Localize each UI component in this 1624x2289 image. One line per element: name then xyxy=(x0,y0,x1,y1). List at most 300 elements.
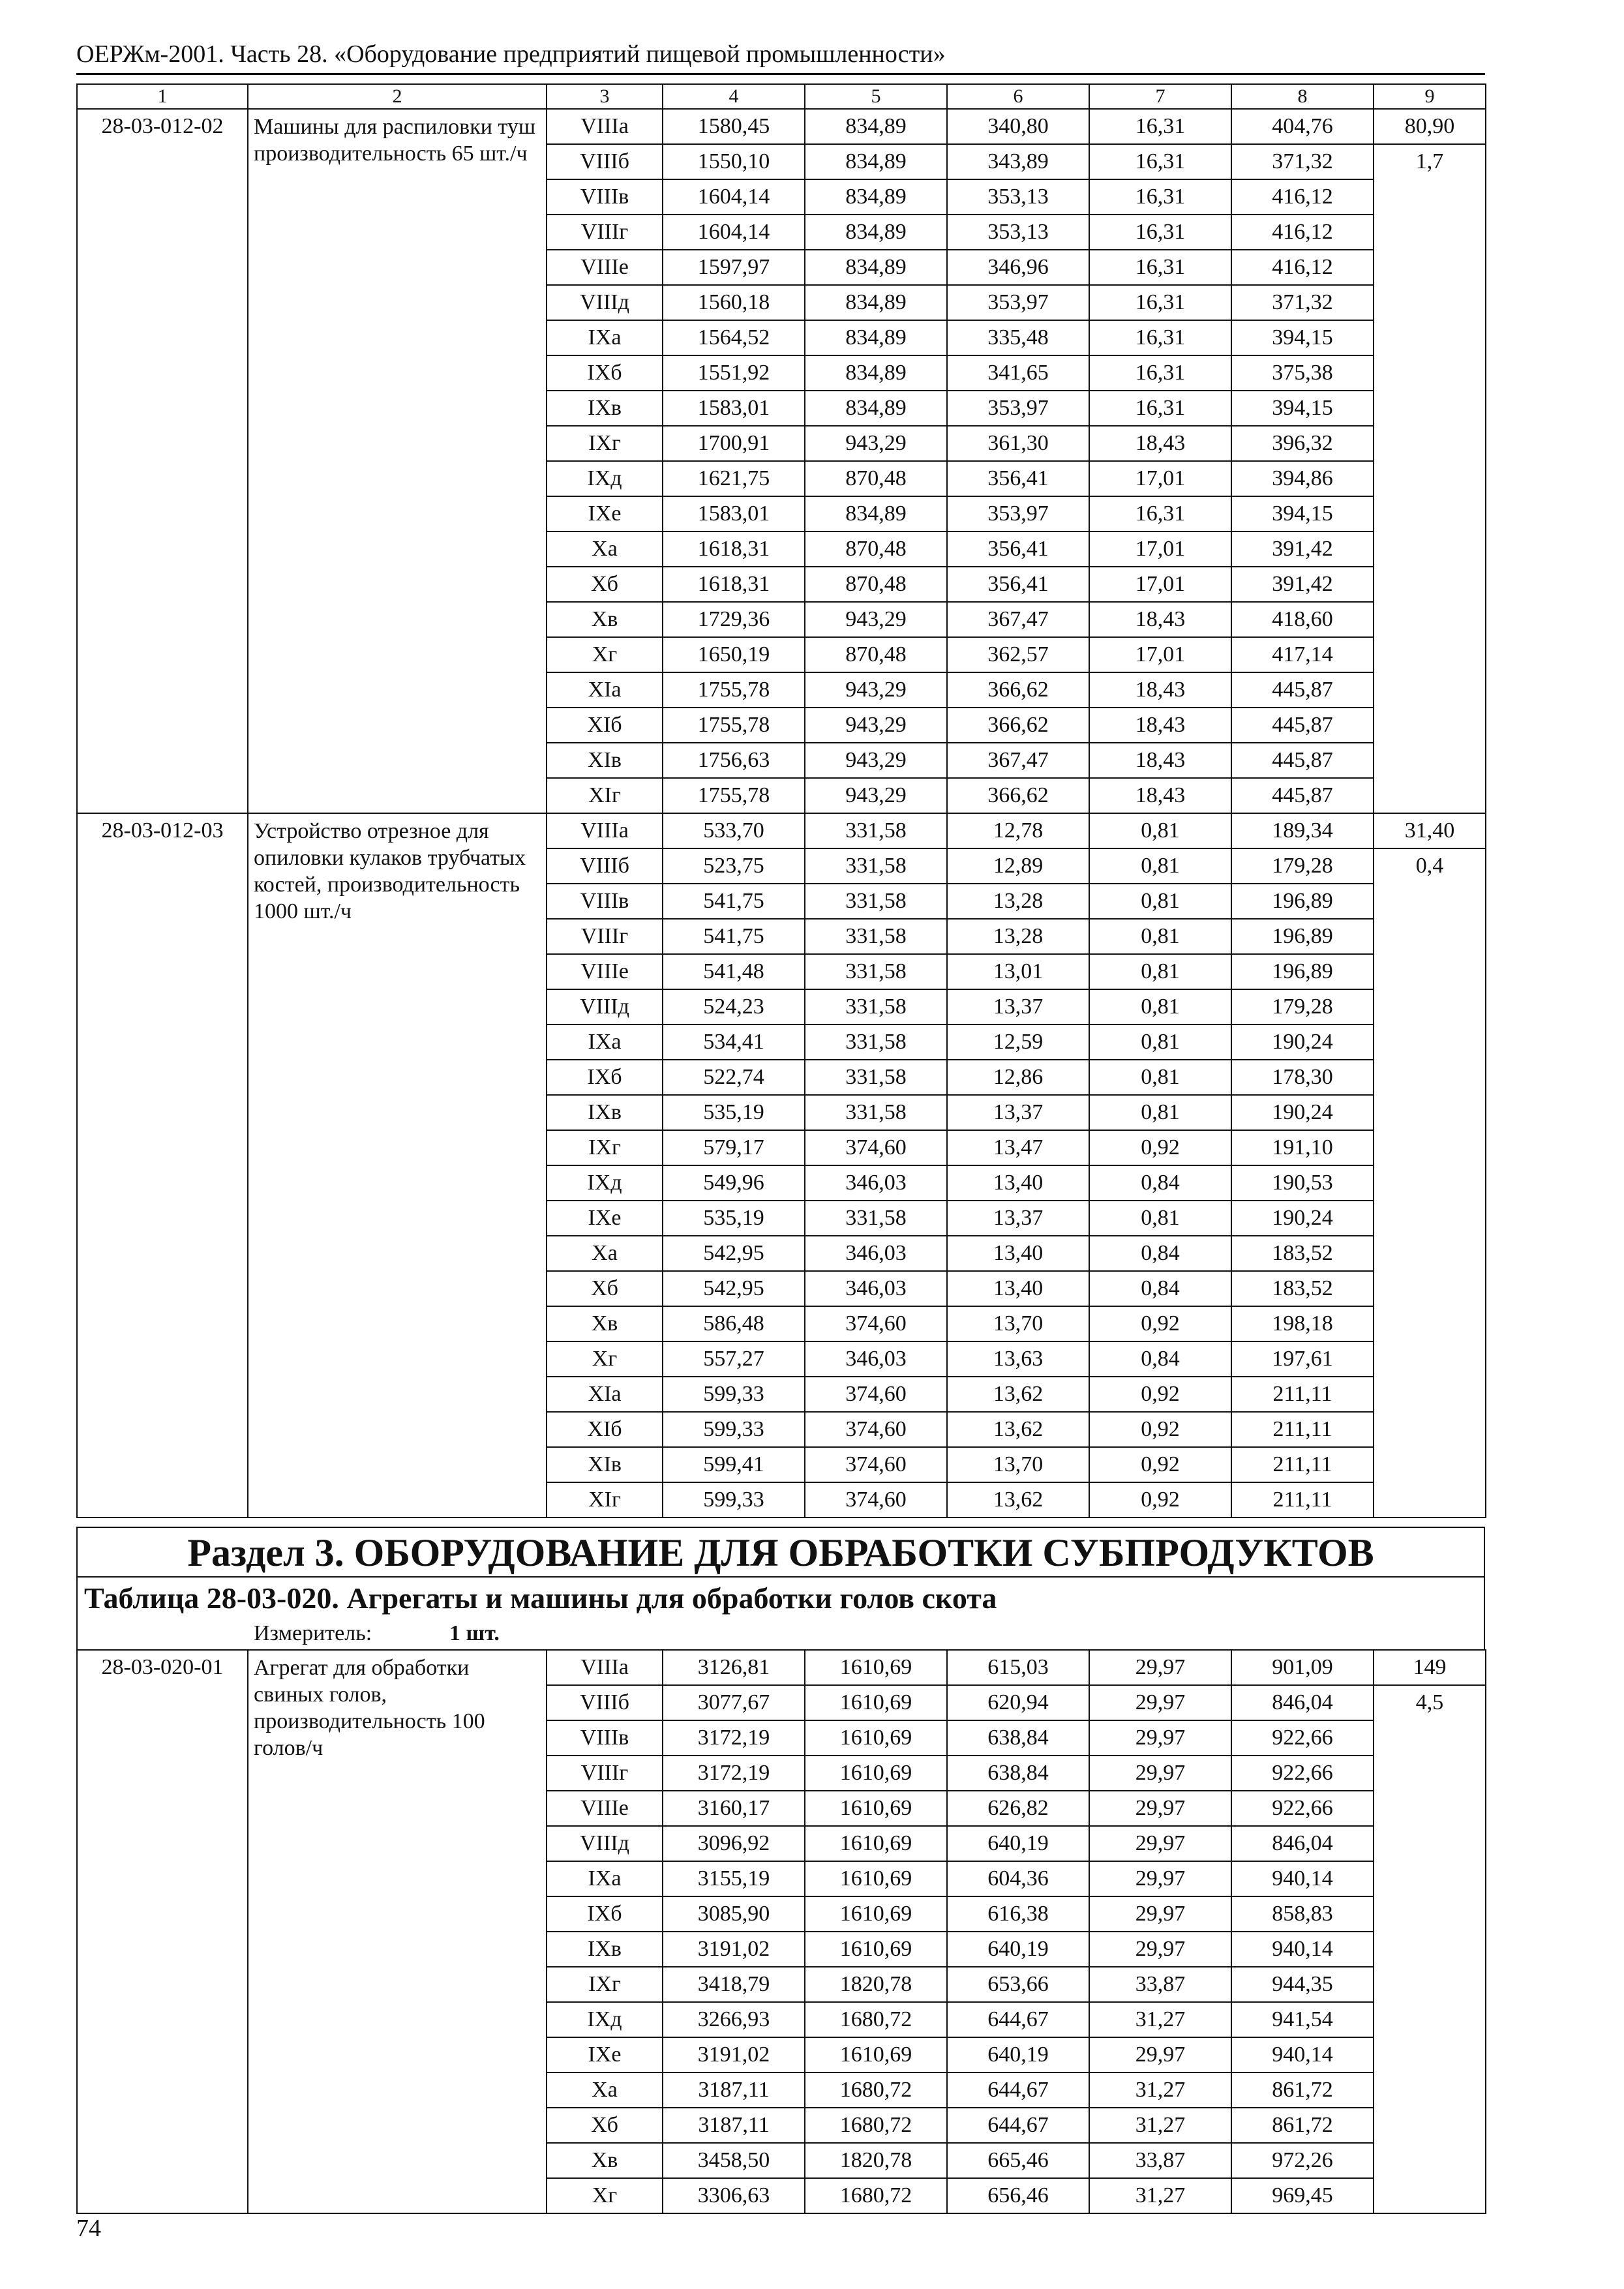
value-cell: 1820,78 xyxy=(805,2143,947,2178)
value-cell: 944,35 xyxy=(1231,1967,1374,2002)
region-cell: VIIIд xyxy=(547,285,663,320)
value-cell: 861,72 xyxy=(1231,2108,1374,2143)
value-cell: 18,43 xyxy=(1089,778,1231,813)
region-cell: IXг xyxy=(547,1967,663,2002)
value-cell: 211,11 xyxy=(1231,1482,1374,1518)
value-cell: 196,89 xyxy=(1231,919,1374,954)
value-cell: 353,97 xyxy=(947,496,1089,531)
value-cell: 943,29 xyxy=(805,672,947,708)
value-cell: 834,89 xyxy=(805,391,947,426)
column-number: 5 xyxy=(805,84,947,109)
value-cell: 1597,97 xyxy=(663,250,805,285)
value-cell: 1680,72 xyxy=(805,2178,947,2213)
value-cell: 29,97 xyxy=(1089,1791,1231,1826)
value-cell: 0,84 xyxy=(1089,1165,1231,1201)
page-number: 74 xyxy=(76,2215,101,2242)
value-cell: 211,11 xyxy=(1231,1412,1374,1447)
value-cell: 638,84 xyxy=(947,1720,1089,1756)
value-cell: 178,30 xyxy=(1231,1060,1374,1095)
value-cell: 0,81 xyxy=(1089,848,1231,884)
table-row xyxy=(77,813,1486,848)
value-cell: 16,31 xyxy=(1089,144,1231,179)
value-cell: 1610,69 xyxy=(805,1791,947,1826)
value-cell: 16,31 xyxy=(1089,250,1231,285)
value-cell: 18,43 xyxy=(1089,602,1231,637)
value-cell: 943,29 xyxy=(805,743,947,778)
value-cell: 1618,31 xyxy=(663,531,805,567)
value-cell: 640,19 xyxy=(947,2037,1089,2072)
value-cell: 29,97 xyxy=(1089,2037,1231,2072)
value-cell: 1618,31 xyxy=(663,567,805,602)
value-cell: 190,53 xyxy=(1231,1165,1374,1201)
value-cell: 1680,72 xyxy=(805,2108,947,2143)
value-cell: 665,46 xyxy=(947,2143,1089,2178)
rate-code: 28-03-012-02 xyxy=(77,109,248,813)
value-cell: 644,67 xyxy=(947,2002,1089,2037)
value-cell: 190,24 xyxy=(1231,1025,1374,1060)
column-number: 2 xyxy=(248,84,547,109)
value-cell: 1564,52 xyxy=(663,320,805,355)
value-cell: 3096,92 xyxy=(663,1826,805,1861)
region-cell: Xв xyxy=(547,2143,663,2178)
value-cell: 1755,78 xyxy=(663,778,805,813)
value-cell: 1729,36 xyxy=(663,602,805,637)
value-cell: 0,84 xyxy=(1089,1341,1231,1377)
rates-table-upper xyxy=(76,83,1486,1518)
value-cell: 418,60 xyxy=(1231,602,1374,637)
value-cell: 0,84 xyxy=(1089,1271,1231,1306)
value-cell: 586,48 xyxy=(663,1306,805,1341)
value-cell: 1650,19 xyxy=(663,637,805,672)
value-cell: 211,11 xyxy=(1231,1447,1374,1482)
value-cell: 616,38 xyxy=(947,1896,1089,1932)
running-header: ОЕРЖм-2001. Часть 28. «Оборудование предприятий пищевой промышленности» xyxy=(76,40,946,68)
value-cell: 29,97 xyxy=(1089,1861,1231,1896)
value-cell: 523,75 xyxy=(663,848,805,884)
value-cell: 0,92 xyxy=(1089,1130,1231,1165)
value-cell: 16,31 xyxy=(1089,215,1231,250)
rate-code: 28-03-020-01 xyxy=(77,1650,248,2213)
value-cell: 579,17 xyxy=(663,1130,805,1165)
region-cell: IXа xyxy=(547,320,663,355)
rates-table-lower xyxy=(76,1649,1486,2214)
value-cell: 12,59 xyxy=(947,1025,1089,1060)
value-cell: 16,31 xyxy=(1089,179,1231,215)
value-cell: 366,62 xyxy=(947,708,1089,743)
value-cell: 644,67 xyxy=(947,2072,1089,2108)
region-cell: Xв xyxy=(547,1306,663,1341)
value-cell: 29,97 xyxy=(1089,1650,1231,1685)
value-cell: 604,36 xyxy=(947,1861,1089,1896)
value-cell: 346,03 xyxy=(805,1271,947,1306)
value-cell: 179,28 xyxy=(1231,989,1374,1025)
region-cell: IXв xyxy=(547,391,663,426)
value-cell: 17,01 xyxy=(1089,461,1231,496)
column-number: 4 xyxy=(663,84,805,109)
value-cell: 599,33 xyxy=(663,1377,805,1412)
value-cell: 31,27 xyxy=(1089,2072,1231,2108)
value-cell: 1604,14 xyxy=(663,215,805,250)
value-cell: 396,32 xyxy=(1231,426,1374,461)
equipment-name: Агрегат для обработки свиных голов, производительность 100 голов/ч xyxy=(248,1650,547,2213)
value-cell: 1610,69 xyxy=(805,1896,947,1932)
value-cell: 0,81 xyxy=(1089,919,1231,954)
value-cell: 834,89 xyxy=(805,320,947,355)
column-number: 7 xyxy=(1089,84,1231,109)
value-cell: 0,92 xyxy=(1089,1412,1231,1447)
region-cell: IXв xyxy=(547,1932,663,1967)
region-cell: IXг xyxy=(547,1130,663,1165)
value-cell: 366,62 xyxy=(947,778,1089,813)
value-cell: 0,81 xyxy=(1089,1201,1231,1236)
value-cell: 922,66 xyxy=(1231,1756,1374,1791)
value-cell: 445,87 xyxy=(1231,708,1374,743)
value-cell: 445,87 xyxy=(1231,743,1374,778)
region-cell: IXд xyxy=(547,461,663,496)
region-cell: VIIIг xyxy=(547,1756,663,1791)
value-cell: 3085,90 xyxy=(663,1896,805,1932)
region-cell: XIв xyxy=(547,743,663,778)
value-cell: 346,96 xyxy=(947,250,1089,285)
value-cell: 331,58 xyxy=(805,1060,947,1095)
value-cell: 13,47 xyxy=(947,1130,1089,1165)
value-cell: 183,52 xyxy=(1231,1271,1374,1306)
value-cell: 3458,50 xyxy=(663,2143,805,2178)
value-cell: 29,97 xyxy=(1089,1685,1231,1720)
value-cell: 18,43 xyxy=(1089,426,1231,461)
value-cell: 834,89 xyxy=(805,109,947,144)
table-row xyxy=(77,109,1486,144)
value-cell: 644,67 xyxy=(947,2108,1089,2143)
column-number-row xyxy=(77,84,1486,109)
value-cell: 353,13 xyxy=(947,179,1089,215)
column9-value: 4,5 xyxy=(1374,1685,1486,2213)
value-cell: 1610,69 xyxy=(805,1826,947,1861)
value-cell: 0,81 xyxy=(1089,954,1231,989)
value-cell: 331,58 xyxy=(805,954,947,989)
table-row xyxy=(77,1650,1486,1685)
value-cell: 18,43 xyxy=(1089,708,1231,743)
value-cell: 346,03 xyxy=(805,1165,947,1201)
value-cell: 522,74 xyxy=(663,1060,805,1095)
equipment-name: Устройство отрезное для опиловки кулаков трубчатых костей, производительность 1000 шт./ч xyxy=(248,813,547,1518)
region-cell: Xг xyxy=(547,1341,663,1377)
region-cell: VIIIд xyxy=(547,989,663,1025)
value-cell: 331,58 xyxy=(805,1095,947,1130)
value-cell: 941,54 xyxy=(1231,2002,1374,2037)
value-cell: 346,03 xyxy=(805,1341,947,1377)
value-cell: 13,62 xyxy=(947,1377,1089,1412)
value-cell: 922,66 xyxy=(1231,1791,1374,1826)
value-cell: 3187,11 xyxy=(663,2072,805,2108)
value-cell: 969,45 xyxy=(1231,2178,1374,2213)
value-cell: 12,86 xyxy=(947,1060,1089,1095)
value-cell: 33,87 xyxy=(1089,2143,1231,2178)
value-cell: 3077,67 xyxy=(663,1685,805,1720)
value-cell: 17,01 xyxy=(1089,567,1231,602)
value-cell: 391,42 xyxy=(1231,567,1374,602)
region-cell: VIIIб xyxy=(547,848,663,884)
value-cell: 346,03 xyxy=(805,1236,947,1271)
region-cell: VIIIг xyxy=(547,919,663,954)
value-cell: 29,97 xyxy=(1089,1756,1231,1791)
value-cell: 1755,78 xyxy=(663,708,805,743)
value-cell: 16,31 xyxy=(1089,391,1231,426)
region-cell: IXа xyxy=(547,1025,663,1060)
region-cell: VIIIв xyxy=(547,1720,663,1756)
value-cell: 31,27 xyxy=(1089,2002,1231,2037)
column-number: 9 xyxy=(1374,84,1486,109)
value-cell: 1756,63 xyxy=(663,743,805,778)
value-cell: 12,89 xyxy=(947,848,1089,884)
value-cell: 13,40 xyxy=(947,1271,1089,1306)
value-cell: 13,01 xyxy=(947,954,1089,989)
value-cell: 901,09 xyxy=(1231,1650,1374,1685)
region-cell: VIIIе xyxy=(547,954,663,989)
value-cell: 870,48 xyxy=(805,567,947,602)
value-cell: 16,31 xyxy=(1089,320,1231,355)
value-cell: 922,66 xyxy=(1231,1720,1374,1756)
value-cell: 375,38 xyxy=(1231,355,1374,391)
region-cell: VIIIе xyxy=(547,1791,663,1826)
value-cell: 366,62 xyxy=(947,672,1089,708)
value-cell: 0,92 xyxy=(1089,1306,1231,1341)
value-cell: 198,18 xyxy=(1231,1306,1374,1341)
value-cell: 1551,92 xyxy=(663,355,805,391)
table-title: Таблица 28-03-020. Агрегаты и машины для обработки голов скота xyxy=(84,1581,997,1615)
value-cell: 1580,45 xyxy=(663,109,805,144)
value-cell: 541,75 xyxy=(663,884,805,919)
value-cell: 0,92 xyxy=(1089,1447,1231,1482)
value-cell: 12,78 xyxy=(947,813,1089,848)
value-cell: 29,97 xyxy=(1089,1826,1231,1861)
value-cell: 394,15 xyxy=(1231,391,1374,426)
region-cell: Xг xyxy=(547,637,663,672)
value-cell: 362,57 xyxy=(947,637,1089,672)
value-cell: 1610,69 xyxy=(805,1720,947,1756)
value-cell: 535,19 xyxy=(663,1201,805,1236)
value-cell: 374,60 xyxy=(805,1130,947,1165)
value-cell: 1610,69 xyxy=(805,1685,947,1720)
value-cell: 374,60 xyxy=(805,1377,947,1412)
value-cell: 3191,02 xyxy=(663,1932,805,1967)
value-cell: 3306,63 xyxy=(663,2178,805,2213)
value-cell: 374,60 xyxy=(805,1306,947,1341)
value-cell: 374,60 xyxy=(805,1412,947,1447)
value-cell: 3418,79 xyxy=(663,1967,805,2002)
column-number: 1 xyxy=(77,84,248,109)
value-cell: 374,60 xyxy=(805,1447,947,1482)
value-cell: 371,32 xyxy=(1231,144,1374,179)
region-cell: XIг xyxy=(547,778,663,813)
value-cell: 13,62 xyxy=(947,1482,1089,1518)
column9-value: 149 xyxy=(1374,1650,1486,1685)
value-cell: 13,70 xyxy=(947,1447,1089,1482)
region-cell: Xб xyxy=(547,1271,663,1306)
value-cell: 0,81 xyxy=(1089,813,1231,848)
value-cell: 599,33 xyxy=(663,1412,805,1447)
value-cell: 1755,78 xyxy=(663,672,805,708)
value-cell: 341,65 xyxy=(947,355,1089,391)
value-cell: 13,28 xyxy=(947,884,1089,919)
value-cell: 13,40 xyxy=(947,1165,1089,1201)
value-cell: 834,89 xyxy=(805,215,947,250)
value-cell: 1610,69 xyxy=(805,1861,947,1896)
value-cell: 191,10 xyxy=(1231,1130,1374,1165)
region-cell: IXг xyxy=(547,426,663,461)
value-cell: 3187,11 xyxy=(663,2108,805,2143)
value-cell: 1583,01 xyxy=(663,391,805,426)
value-cell: 367,47 xyxy=(947,743,1089,778)
value-cell: 1700,91 xyxy=(663,426,805,461)
region-cell: IXб xyxy=(547,355,663,391)
value-cell: 353,13 xyxy=(947,215,1089,250)
value-cell: 1610,69 xyxy=(805,1932,947,1967)
value-cell: 190,24 xyxy=(1231,1095,1374,1130)
value-cell: 394,15 xyxy=(1231,320,1374,355)
value-cell: 626,82 xyxy=(947,1791,1089,1826)
column-number: 3 xyxy=(547,84,663,109)
value-cell: 0,81 xyxy=(1089,1025,1231,1060)
value-cell: 870,48 xyxy=(805,637,947,672)
value-cell: 870,48 xyxy=(805,531,947,567)
value-cell: 33,87 xyxy=(1089,1967,1231,2002)
value-cell: 3191,02 xyxy=(663,2037,805,2072)
value-cell: 13,37 xyxy=(947,1095,1089,1130)
value-cell: 404,76 xyxy=(1231,109,1374,144)
value-cell: 524,23 xyxy=(663,989,805,1025)
value-cell: 16,31 xyxy=(1089,109,1231,144)
value-cell: 1610,69 xyxy=(805,1650,947,1685)
value-cell: 834,89 xyxy=(805,144,947,179)
region-cell: Xв xyxy=(547,602,663,637)
column-number: 8 xyxy=(1231,84,1374,109)
value-cell: 1550,10 xyxy=(663,144,805,179)
region-cell: XIа xyxy=(547,1377,663,1412)
value-cell: 599,41 xyxy=(663,1447,805,1482)
value-cell: 3172,19 xyxy=(663,1720,805,1756)
value-cell: 416,12 xyxy=(1231,250,1374,285)
value-cell: 1583,01 xyxy=(663,496,805,531)
value-cell: 1610,69 xyxy=(805,1756,947,1791)
value-cell: 541,75 xyxy=(663,919,805,954)
value-cell: 445,87 xyxy=(1231,672,1374,708)
value-cell: 0,81 xyxy=(1089,884,1231,919)
value-cell: 3172,19 xyxy=(663,1756,805,1791)
value-cell: 858,83 xyxy=(1231,1896,1374,1932)
value-cell: 541,48 xyxy=(663,954,805,989)
column9-value: 0,4 xyxy=(1374,848,1486,1518)
value-cell: 331,58 xyxy=(805,848,947,884)
section-heading: Раздел 3. ОБОРУДОВАНИЕ ДЛЯ ОБРАБОТКИ СУБПРОДУКТОВ xyxy=(76,1527,1485,1578)
value-cell: 1680,72 xyxy=(805,2072,947,2108)
value-cell: 846,04 xyxy=(1231,1685,1374,1720)
value-cell: 870,48 xyxy=(805,461,947,496)
value-cell: 1610,69 xyxy=(805,2037,947,2072)
value-cell: 29,97 xyxy=(1089,1932,1231,1967)
value-cell: 13,37 xyxy=(947,1201,1089,1236)
unit-value: 1 шт. xyxy=(449,1621,500,1645)
region-cell: Xа xyxy=(547,531,663,567)
region-cell: IXе xyxy=(547,496,663,531)
value-cell: 533,70 xyxy=(663,813,805,848)
value-cell: 16,31 xyxy=(1089,496,1231,531)
value-cell: 943,29 xyxy=(805,426,947,461)
region-cell: IXа xyxy=(547,1861,663,1896)
value-cell: 17,01 xyxy=(1089,637,1231,672)
rate-code: 28-03-012-03 xyxy=(77,813,248,1518)
value-cell: 196,89 xyxy=(1231,884,1374,919)
value-cell: 29,97 xyxy=(1089,1720,1231,1756)
region-cell: Xб xyxy=(547,2108,663,2143)
region-cell: IXд xyxy=(547,1165,663,1201)
region-cell: Xа xyxy=(547,1236,663,1271)
region-cell: VIIIв xyxy=(547,884,663,919)
value-cell: 417,14 xyxy=(1231,637,1374,672)
value-cell: 196,89 xyxy=(1231,954,1374,989)
value-cell: 394,15 xyxy=(1231,496,1374,531)
value-cell: 189,34 xyxy=(1231,813,1374,848)
value-cell: 394,86 xyxy=(1231,461,1374,496)
value-cell: 331,58 xyxy=(805,919,947,954)
value-cell: 542,95 xyxy=(663,1236,805,1271)
region-cell: VIIIб xyxy=(547,1685,663,1720)
value-cell: 846,04 xyxy=(1231,1826,1374,1861)
column-number: 6 xyxy=(947,84,1089,109)
value-cell: 1560,18 xyxy=(663,285,805,320)
value-cell: 834,89 xyxy=(805,285,947,320)
subtable-heading-box xyxy=(76,1576,1485,1651)
value-cell: 16,31 xyxy=(1089,285,1231,320)
region-cell: Xа xyxy=(547,2072,663,2108)
value-cell: 1820,78 xyxy=(805,1967,947,2002)
value-cell: 183,52 xyxy=(1231,1236,1374,1271)
value-cell: 331,58 xyxy=(805,1025,947,1060)
value-cell: 331,58 xyxy=(805,989,947,1025)
region-cell: VIIIа xyxy=(547,109,663,144)
value-cell: 535,19 xyxy=(663,1095,805,1130)
value-cell: 834,89 xyxy=(805,250,947,285)
value-cell: 940,14 xyxy=(1231,1861,1374,1896)
region-cell: XIв xyxy=(547,1447,663,1482)
value-cell: 391,42 xyxy=(1231,531,1374,567)
value-cell: 190,24 xyxy=(1231,1201,1374,1236)
value-cell: 31,27 xyxy=(1089,2178,1231,2213)
value-cell: 1604,14 xyxy=(663,179,805,215)
value-cell: 353,97 xyxy=(947,285,1089,320)
region-cell: IXб xyxy=(547,1060,663,1095)
value-cell: 29,97 xyxy=(1089,1896,1231,1932)
value-cell: 335,48 xyxy=(947,320,1089,355)
value-cell: 940,14 xyxy=(1231,2037,1374,2072)
value-cell: 943,29 xyxy=(805,708,947,743)
value-cell: 557,27 xyxy=(663,1341,805,1377)
value-cell: 416,12 xyxy=(1231,215,1374,250)
region-cell: VIIIв xyxy=(547,179,663,215)
region-cell: VIIIг xyxy=(547,215,663,250)
value-cell: 653,66 xyxy=(947,1967,1089,2002)
equipment-name: Машины для распиловки туш производительность 65 шт./ч xyxy=(248,109,547,813)
value-cell: 640,19 xyxy=(947,1932,1089,1967)
value-cell: 3266,93 xyxy=(663,2002,805,2037)
region-cell: XIб xyxy=(547,1412,663,1447)
region-cell: VIIIа xyxy=(547,813,663,848)
value-cell: 13,37 xyxy=(947,989,1089,1025)
value-cell: 211,11 xyxy=(1231,1377,1374,1412)
column9-value: 31,40 xyxy=(1374,813,1486,848)
value-cell: 638,84 xyxy=(947,1756,1089,1791)
region-cell: Xг xyxy=(547,2178,663,2213)
